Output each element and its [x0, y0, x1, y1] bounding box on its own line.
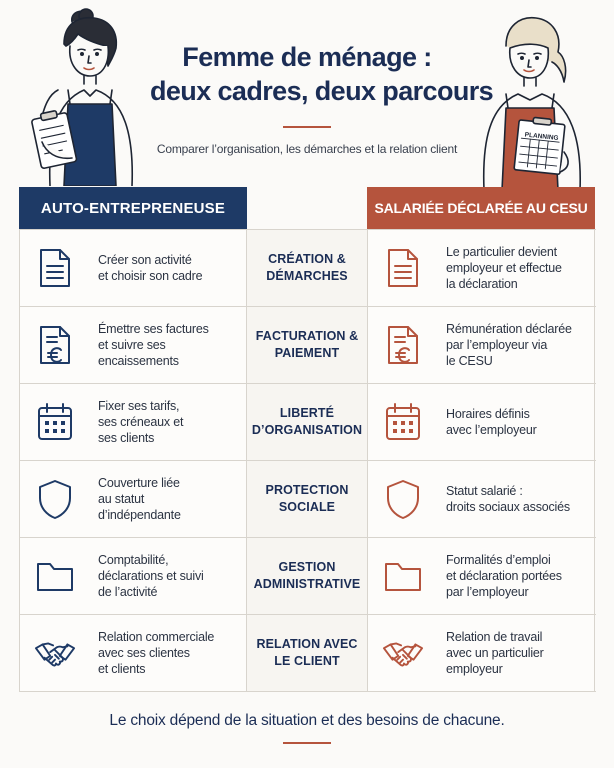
hero-header — [0, 0, 614, 185]
table-row — [20, 384, 596, 461]
table-row — [20, 538, 596, 615]
planning-label: PLANNING — [524, 131, 559, 143]
salariee-cesu-cell — [368, 615, 595, 691]
auto-entrepreneuse-text: Comptabilité, déclarations et suivi de l’activité — [98, 553, 204, 599]
title-line-2: deux cadres, deux parcours — [150, 76, 494, 106]
page-subtitle: Comparer l’organisation, les démarches et la relation client — [156, 142, 458, 156]
salariee-cesu-text: Statut salarié : droits sociaux associés — [446, 484, 570, 514]
shield-icon — [382, 478, 424, 520]
title-line-1: Femme de ménage : — [182, 42, 432, 72]
table-row — [20, 307, 596, 384]
auto-entrepreneuse-text: Émettre ses factures et suivre ses encaissements — [98, 322, 209, 368]
salariee-cesu-illustration — [466, 12, 598, 190]
category-label: GESTION ADMINISTRATIVE — [253, 560, 361, 591]
salariee-cesu-cell — [368, 384, 595, 460]
category-cell — [247, 384, 368, 460]
table-row — [20, 230, 596, 307]
category-label: FACTURATION & PAIEMENT — [255, 329, 359, 360]
category-cell — [247, 615, 368, 691]
auto-entrepreneuse-cell — [20, 230, 247, 306]
title-divider — [283, 126, 331, 128]
calendar-icon — [382, 401, 424, 443]
salariee-cesu-cell — [368, 307, 595, 383]
salariee-cesu-cell — [368, 538, 595, 614]
page-title — [150, 40, 494, 108]
handshake-icon — [382, 632, 424, 674]
salariee-cesu-text: Relation de travail avec un particulier employeur — [446, 630, 544, 676]
salariee-cesu-text: Rémunération déclarée par l’employeur via le CESU — [446, 322, 572, 368]
auto-entrepreneuse-cell — [20, 461, 247, 537]
category-cell — [247, 307, 368, 383]
euro-invoice-icon — [34, 324, 76, 366]
salariee-cesu-cell — [368, 461, 595, 537]
folder-icon — [382, 555, 424, 597]
salariee-cesu-text: Horaires définis avec l’employeur — [446, 407, 537, 437]
column-header-auto-entrepreneuse: AUTO-ENTREPRENEUSE — [19, 187, 247, 229]
category-label: RELATION AVEC LE CLIENT — [256, 637, 358, 668]
auto-entrepreneuse-text: Couverture liée au statut d’indépendante — [98, 476, 181, 522]
salariee-cesu-text: Le particulier devient employeur et effectue la déclaration — [446, 245, 562, 291]
euro-invoice-icon — [382, 324, 424, 366]
category-cell — [247, 461, 368, 537]
column-header-salariee-cesu: SALARIÉE DÉCLARÉE AU CESU — [367, 187, 595, 229]
auto-entrepreneuse-text: Fixer ses tarifs, ses créneaux et ses clients — [98, 399, 184, 445]
auto-entrepreneuse-cell — [20, 615, 247, 691]
category-label: LIBERTÉ D’ORGANISATION — [251, 406, 363, 437]
salariee-cesu-text: Formalités d’emploi et déclaration portées par l’employeur — [446, 553, 562, 599]
table-row — [20, 461, 596, 538]
category-label: PROTECTION SOCIALE — [265, 483, 349, 514]
document-icon — [34, 247, 76, 289]
footer-conclusion: Le choix dépend de la situation et des besoins de chacune. — [109, 712, 505, 729]
auto-entrepreneuse-cell — [20, 307, 247, 383]
shield-icon — [34, 478, 76, 520]
table-row — [20, 615, 596, 692]
category-label: CRÉATION & DÉMARCHES — [266, 252, 348, 283]
calendar-icon — [34, 401, 76, 443]
auto-entrepreneuse-cell — [20, 538, 247, 614]
auto-entrepreneuse-illustration — [20, 6, 152, 186]
auto-entrepreneuse-text: Relation commerciale avec ses clientes et clients — [98, 630, 215, 676]
salariee-cesu-cell — [368, 230, 595, 306]
auto-entrepreneuse-text: Créer son activité et choisir son cadre — [98, 253, 203, 283]
handshake-icon — [34, 632, 76, 674]
folder-icon — [34, 555, 76, 597]
category-cell — [247, 538, 368, 614]
auto-entrepreneuse-cell — [20, 384, 247, 460]
document-icon — [382, 247, 424, 289]
comparison-table — [19, 229, 596, 692]
footer-divider — [283, 742, 331, 744]
category-cell — [247, 230, 368, 306]
